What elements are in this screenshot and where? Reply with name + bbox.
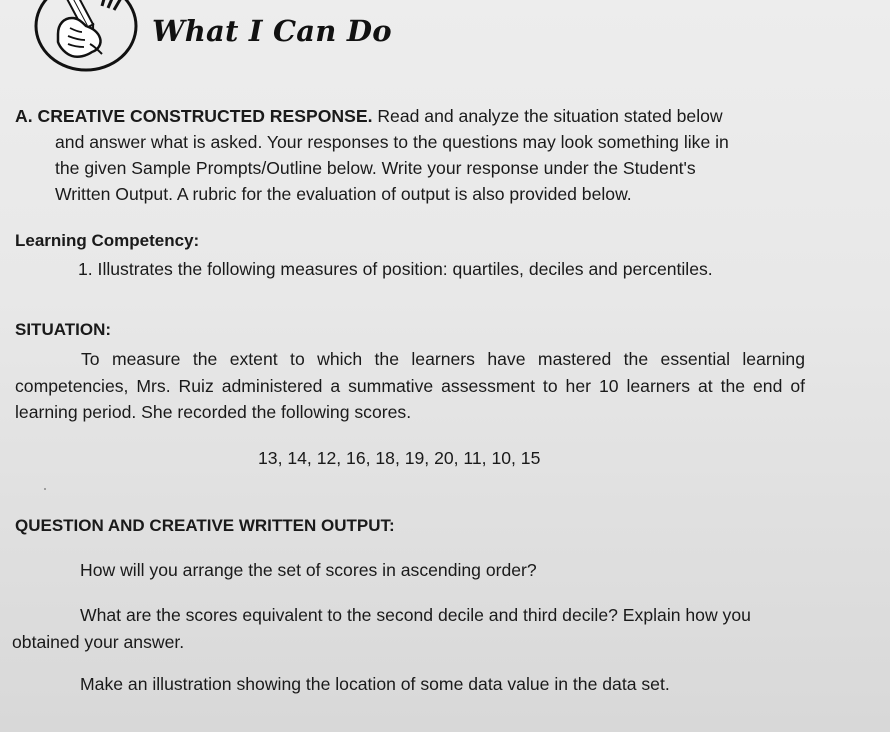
competency-label: Learning Competency: [15,231,200,250]
instruction-line-1: Read and analyze the situation stated below [377,106,723,126]
score-list: 13, 14, 12, 16, 18, 19, 20, 11, 10, 15 [258,448,541,468]
hand-pencil-icon [28,0,140,74]
question-2: What are the scores equivalent to the second decile and third decile? Explain how you obtained your answer. [12,605,751,652]
questions-heading: QUESTION AND CREATIVE WRITTEN OUTPUT: [15,516,395,535]
situation-text: To measure the extent to which the learners have mastered the essential learning competencies, Mrs. Ruiz administered a summative assessment to her 10 learners at the end of learning period. She recorded the following scores. [15,349,805,422]
question-1: How will you arrange the set of scores in ascending order? [80,560,537,580]
situation-label: SITUATION: [15,320,112,339]
question-3: Make an illustration showing the location of some data value in the data set. [80,674,670,694]
instruction-line-3: the given Sample Prompts/Outline below. Write your response under the Student's [55,158,696,178]
section-heading: CREATIVE CONSTRUCTED RESPONSE. [37,106,373,126]
page-title: What I Can Do [152,14,392,48]
paper-speck [44,488,46,490]
instruction-line-4: Written Output. A rubric for the evaluation of output is also provided below. [55,184,632,204]
section-marker: A. [15,106,33,126]
competency-item: 1. Illustrates the following measures of position: quartiles, deciles and percentiles. [78,259,713,279]
instruction-line-2: and answer what is asked. Your responses to the questions may look something like in [55,132,729,152]
instruction-block [15,103,805,207]
